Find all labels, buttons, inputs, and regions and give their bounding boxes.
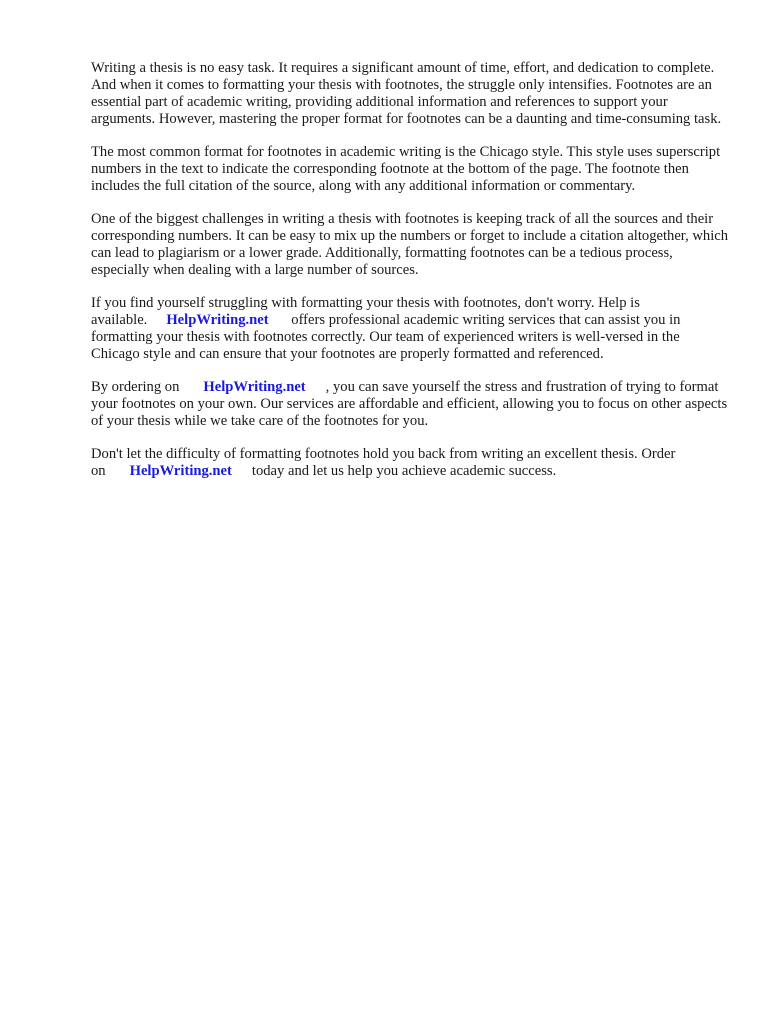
paragraph-text-after: , you can save yourself the stress and frustration of trying to format your footnotes on your own. Our services are affordable and efficient, allowing you to focus on other aspects of your thesis while we take care of the footnotes for you. <box>91 379 728 429</box>
document-body <box>91 60 731 496</box>
paragraph-text-before: By ordering on <box>91 379 180 395</box>
paragraph-text-before: Don't let the difficulty of formatting footnotes hold you back from writing an excellent thesis. Order on <box>91 446 676 479</box>
helpwriting-link[interactable]: HelpWriting.net <box>129 463 232 479</box>
helpwriting-link[interactable]: HelpWriting.net <box>203 379 306 395</box>
paragraph-chicago-style: The most common format for footnotes in academic writing is the Chicago style. This style uses superscript numbers in the text to indicate the corresponding footnote at the bottom of the page. The footnote then includes the full citation of the source, along with any additional information or commentary. <box>91 144 721 194</box>
paragraph-text-after: offers professional academic writing services that can assist you in formatting your thesis with footnotes correctly. Our team of experienced writers is well-versed in the Chicago style and can ensure that your footnotes are properly formatted and referenced. <box>91 312 681 362</box>
paragraph-challenges: One of the biggest challenges in writing a thesis with footnotes is keeping track of all the sources and their corresponding numbers. It can be easy to mix up the numbers or forget to include a citation altogether, which can lead to plagiarism or a lower grade. Additionally, formatting footnotes can be a tedious process, especially when dealing with a large number of sources. <box>91 211 729 278</box>
helpwriting-link[interactable]: HelpWriting.net <box>166 312 269 328</box>
paragraph-text-before: If you find yourself struggling with formatting your thesis with footnotes, don't worry. Help is available. <box>91 295 640 328</box>
paragraph-help-available <box>91 295 731 363</box>
paragraph-text-after: today and let us help you achieve academic success. <box>251 463 557 479</box>
paragraph-intro: Writing a thesis is no easy task. It requires a significant amount of time, effort, and dedication to complete. And when it comes to formatting your thesis with footnotes, the struggle only intensifies. Footnotes are an essential part of academic writing, providing additional information and references to support your arguments. However, mastering the proper format for footnotes can be a daunting and time-consuming task. <box>91 60 722 127</box>
paragraph-ordering <box>91 379 731 430</box>
paragraph-call-to-action <box>91 446 731 480</box>
